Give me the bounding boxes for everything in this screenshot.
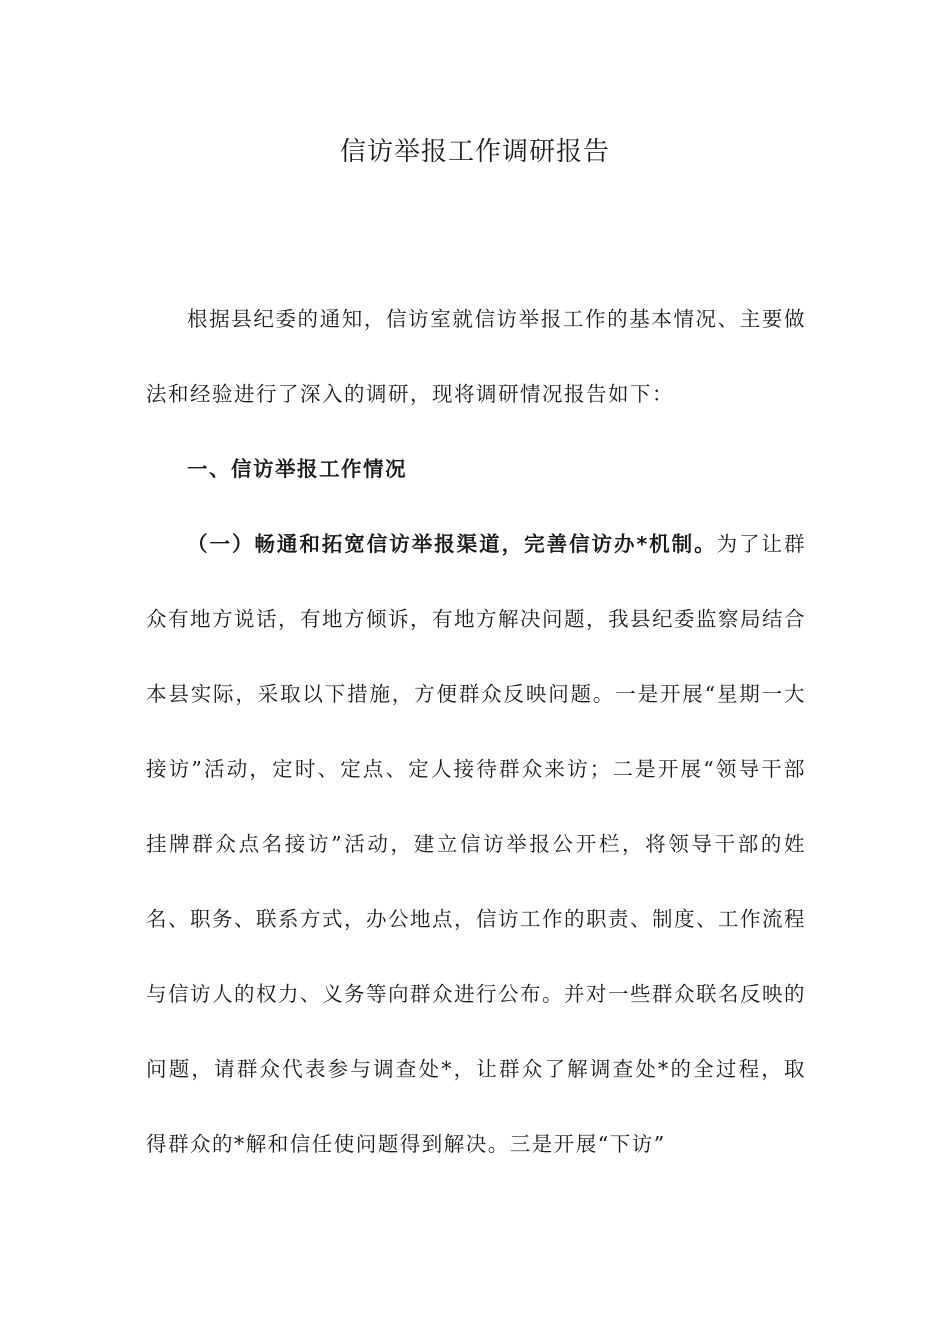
subsection-lead: （一）畅通和拓宽信访举报渠道，完善信访办*机制。 (187, 532, 717, 556)
intro-paragraph: 根据县纪委的通知，信访室就信访举报工作的基本情况、主要做法和经验进行了深入的调研，现将调研情况报告如下： (146, 307, 806, 406)
section-heading: 一、信访举报工作情况 (187, 457, 407, 481)
document-body (146, 282, 806, 1182)
document-title: 信访举报工作调研报告 (339, 137, 610, 167)
subsection-text: 为了让群众有地方说话，有地方倾诉，有地方解决问题，我县纪委监察局结合本县实际，采取以下措施，方便群众反映问题。一是开展“星期一大接访”活动，定时、定点、定人接待群众来访；二是开展“领导干部挂牌群众点名接访”活动，建立信访举报公开栏，将领导干部的姓名、职务、联系方式，办公地点，信访工作的职责、制度、工作流程与信访人的权力、义务等向群众进行公布。并对一些群众联名反映的问题，请群众代表参与调查处*，让群众了解调查处*的全过程，取得群众的*解和信任使问题得到解决。三是开展“下访” (146, 532, 806, 1156)
subsection-paragraph (146, 507, 806, 1182)
